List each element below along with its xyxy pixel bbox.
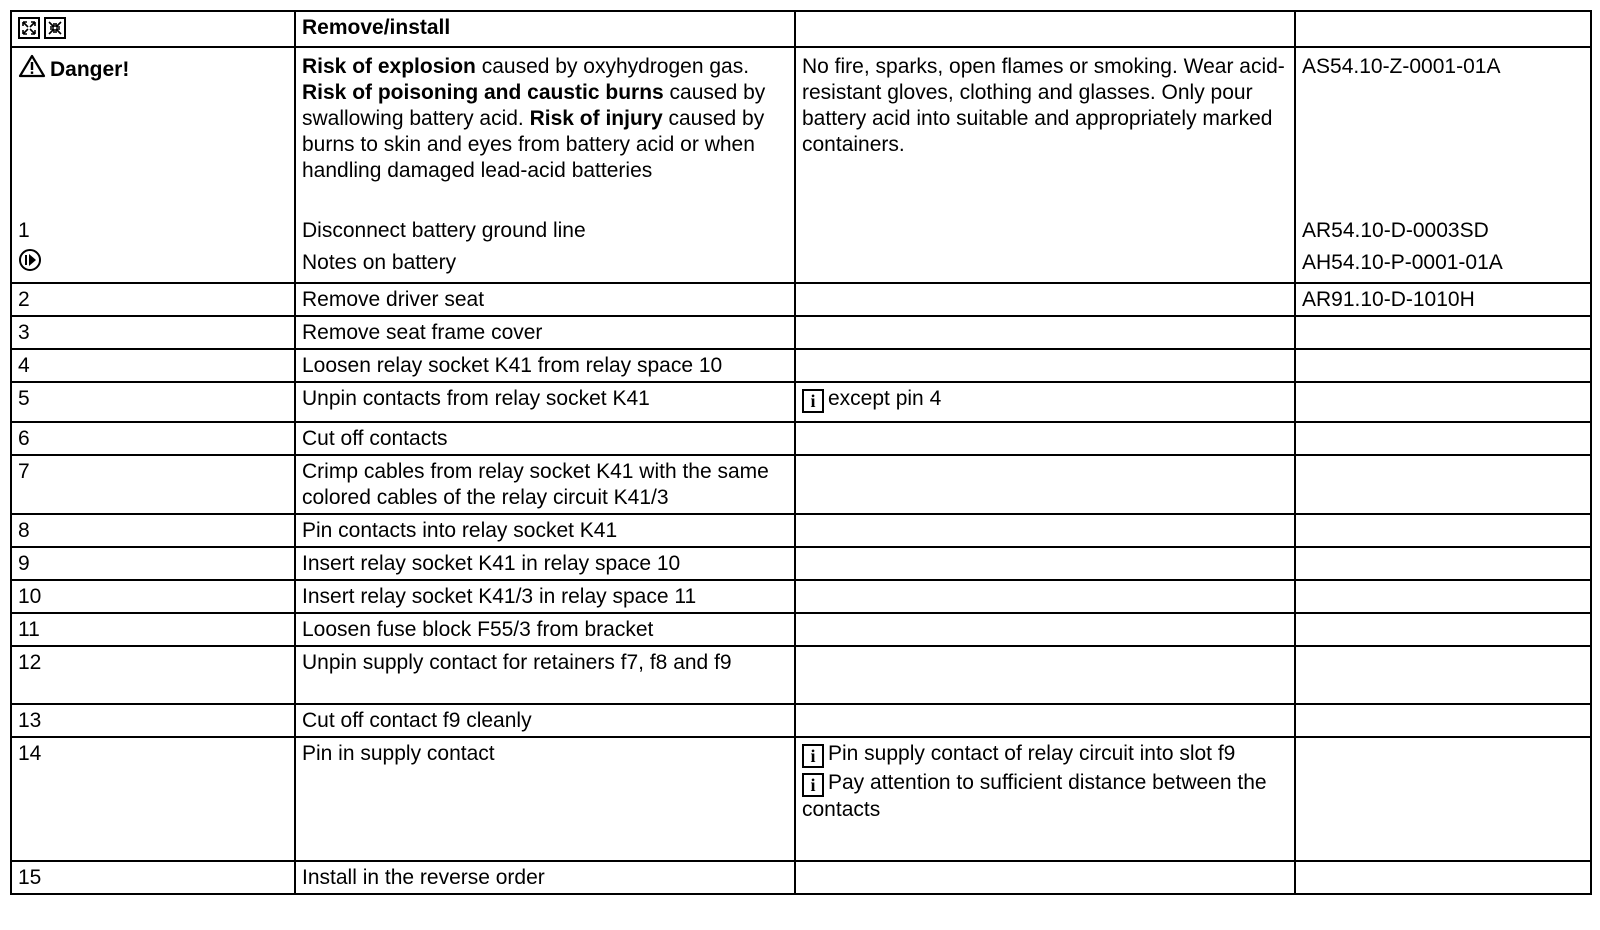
- step-note: [795, 613, 1295, 646]
- step-ref: [1295, 514, 1591, 547]
- warning-triangle-icon: [18, 54, 46, 78]
- step-note: [795, 737, 1295, 861]
- collapse-icon[interactable]: [44, 17, 66, 39]
- step-number: 8: [11, 514, 295, 547]
- header-icons-cell: [11, 11, 295, 47]
- step-ref: [1295, 737, 1591, 861]
- step-row-2: [11, 283, 1591, 316]
- step-text: Loosen fuse block F55/3 from bracket: [295, 613, 795, 646]
- step-row-12: [11, 646, 1591, 704]
- step-ref: [1295, 704, 1591, 737]
- step-number: 4: [11, 349, 295, 382]
- expand-icon[interactable]: [18, 17, 40, 39]
- info-icon: i: [802, 773, 824, 797]
- info-icon: i: [802, 389, 824, 413]
- step-text: Insert relay socket K41/3 in relay space 11: [295, 580, 795, 613]
- step-text: Cut off contacts: [295, 422, 795, 455]
- step-text: Unpin supply contact for retainers f7, f8 and f9: [295, 646, 795, 704]
- step-ref: [1295, 547, 1591, 580]
- step-number: 3: [11, 316, 295, 349]
- step-row-10: [11, 580, 1591, 613]
- step-ref-link[interactable]: AR91.10-D-1010H: [1295, 283, 1591, 316]
- note-text: Notes on battery: [302, 251, 457, 274]
- step-row-14: [11, 737, 1591, 861]
- step-ref: [1295, 613, 1591, 646]
- header-empty-4: [1295, 11, 1591, 47]
- step-number: 5: [11, 382, 295, 422]
- step-text: Remove seat frame cover: [295, 316, 795, 349]
- step-note: [795, 455, 1295, 514]
- note-ref-link[interactable]: AH54.10-P-0001-01A: [1302, 251, 1503, 274]
- step-text: Remove driver seat: [295, 283, 795, 316]
- step-note: [795, 422, 1295, 455]
- step-row-5: [11, 382, 1591, 422]
- step-number: 14: [11, 737, 295, 861]
- step-note: [795, 704, 1295, 737]
- step-ref: [1295, 455, 1591, 514]
- step-row-6: [11, 422, 1591, 455]
- step-note: [795, 580, 1295, 613]
- danger-label: Danger!: [50, 58, 130, 81]
- step-text: Unpin contacts from relay socket K41: [295, 382, 795, 422]
- step-number: 15: [11, 861, 295, 894]
- step-ref: [1295, 422, 1591, 455]
- info-text: Pin supply contact of relay circuit into slot f9: [828, 742, 1236, 765]
- step-row-3: [11, 316, 1591, 349]
- danger-measure-cell: [795, 47, 1295, 283]
- danger-ref-link[interactable]: AS54.10-Z-0001-01A: [1302, 55, 1501, 78]
- step-note: [795, 316, 1295, 349]
- step-number: 2: [11, 283, 295, 316]
- note-icon: [18, 248, 42, 272]
- step-row-4: [11, 349, 1591, 382]
- step-number: 9: [11, 547, 295, 580]
- step-text: Pin in supply contact: [295, 737, 795, 861]
- danger-text: Risk of explosion caused by oxyhydrogen gas. Risk of poisoning and caustic burns caused by swallowing battery acid. Risk of injury caused by burns to skin and eyes from battery acid or when handling damaged lead-acid batteries: [302, 55, 766, 182]
- info-text: except pin 4: [828, 387, 942, 410]
- step-text: Loosen relay socket K41 from relay space 10: [295, 349, 795, 382]
- step-ref: [1295, 382, 1591, 422]
- step-number: 11: [11, 613, 295, 646]
- danger-label-cell: [11, 47, 295, 283]
- step-ref: [1295, 580, 1591, 613]
- step-note: [795, 547, 1295, 580]
- procedure-table: [10, 10, 1592, 895]
- step-note: [795, 861, 1295, 894]
- danger-measure: No fire, sparks, open flames or smoking. Wear acid-resistant gloves, clothing and glasses. Only pour battery acid into suitable and appropriately marked containers.: [802, 55, 1285, 156]
- step-1-text: Disconnect battery ground line: [302, 219, 586, 242]
- step-note: [795, 349, 1295, 382]
- header-empty-3: [795, 11, 1295, 47]
- step-number: 10: [11, 580, 295, 613]
- step-note: [795, 646, 1295, 704]
- step-number: 7: [11, 455, 295, 514]
- step-row-15: [11, 861, 1591, 894]
- step-text: Crimp cables from relay socket K41 with the same colored cables of the relay circuit K41/3: [295, 455, 795, 514]
- step-number: 12: [11, 646, 295, 704]
- info-icon: i: [802, 744, 824, 768]
- step-note: [795, 283, 1295, 316]
- step-ref: [1295, 646, 1591, 704]
- step-number: 13: [11, 704, 295, 737]
- header-title: Remove/install: [295, 11, 795, 47]
- step-text: Install in the reverse order: [295, 861, 795, 894]
- step-1-ref-link[interactable]: AR54.10-D-0003SD: [1302, 219, 1489, 242]
- danger-row: [11, 47, 1591, 283]
- step-number: 6: [11, 422, 295, 455]
- step-ref: [1295, 861, 1591, 894]
- header-row: [11, 11, 1591, 47]
- step-row-7: [11, 455, 1591, 514]
- danger-text-cell: [295, 47, 795, 283]
- danger-ref-cell: [1295, 47, 1591, 283]
- step-1-number: 1: [18, 219, 30, 242]
- step-text: Pin contacts into relay socket K41: [295, 514, 795, 547]
- step-ref: [1295, 349, 1591, 382]
- step-row-13: [11, 704, 1591, 737]
- step-note: [795, 514, 1295, 547]
- step-row-8: [11, 514, 1591, 547]
- step-ref: [1295, 316, 1591, 349]
- step-note: [795, 382, 1295, 422]
- step-row-11: [11, 613, 1591, 646]
- info-text-2: Pay attention to sufficient distance between the contacts: [802, 771, 1267, 821]
- step-row-9: [11, 547, 1591, 580]
- step-text: Cut off contact f9 cleanly: [295, 704, 795, 737]
- step-text: Insert relay socket K41 in relay space 10: [295, 547, 795, 580]
